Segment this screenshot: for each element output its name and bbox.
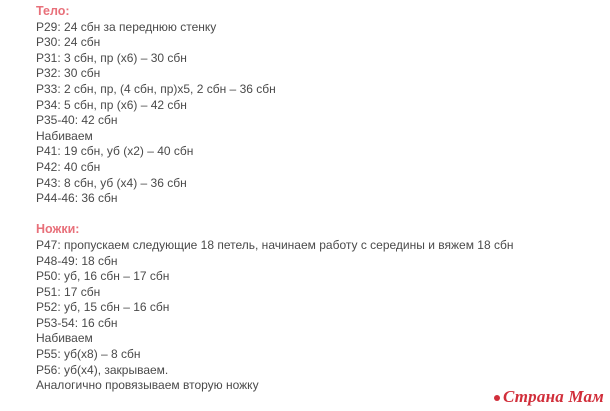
pattern-line: Р53-54: 16 сбн — [36, 315, 118, 330]
pattern-line: Р52: уб, 15 сбн – 16 сбн — [36, 300, 170, 315]
pattern-line: Аналогично провязываем вторую ножку — [36, 378, 259, 393]
pattern-line: Набиваем — [36, 128, 93, 143]
pattern-line: Р48-49: 18 сбн — [36, 253, 118, 268]
pattern-line: Р41: 19 сбн, уб (х2) – 40 сбн — [36, 144, 194, 159]
pattern-line: Набиваем — [36, 331, 93, 346]
pattern-line: Р50: уб, 16 сбн – 17 сбн — [36, 269, 170, 284]
pattern-line: Р30: 24 сбн — [36, 35, 101, 50]
pattern-line: Р34: 5 сбн, пр (х6) – 42 сбн — [36, 97, 187, 112]
pattern-line: Р56: уб(х4), закрываем. — [36, 362, 169, 377]
section-spacer — [36, 207, 596, 223]
pattern-line: Р43: 8 сбн, уб (х4) – 36 сбн — [36, 175, 187, 190]
pattern-document — [36, 4, 596, 394]
pattern-line: Р32: 30 сбн — [36, 66, 101, 81]
pattern-line: Р44-46: 36 сбн — [36, 191, 118, 206]
site-watermark — [494, 387, 604, 407]
watermark-dot-icon — [494, 395, 500, 401]
legs-section-title: Ножки: — [36, 222, 80, 237]
pattern-line: Р33: 2 сбн, пр, (4 сбн, пр)х5, 2 сбн – 36 сбн — [36, 81, 276, 96]
pattern-line: Р35-40: 42 сбн — [36, 113, 118, 128]
pattern-line: Р47: пропускаем следующие 18 петель, начинаем работу с середины и вяжем 18 сбн — [36, 237, 514, 252]
legs-section-lines — [36, 238, 596, 394]
pattern-line: Р31: 3 сбн, пр (х6) – 30 сбн — [36, 50, 187, 65]
body-section-title: Тело: — [36, 4, 70, 18]
watermark-text: Страна Мам — [502, 387, 604, 406]
pattern-line: Р29: 24 сбн за переднюю стенку — [36, 19, 217, 34]
body-section-lines — [36, 20, 596, 207]
pattern-line: Р42: 40 сбн — [36, 159, 101, 174]
pattern-line: Р51: 17 сбн — [36, 284, 101, 299]
pattern-line: Р55: уб(х8) – 8 сбн — [36, 347, 141, 362]
